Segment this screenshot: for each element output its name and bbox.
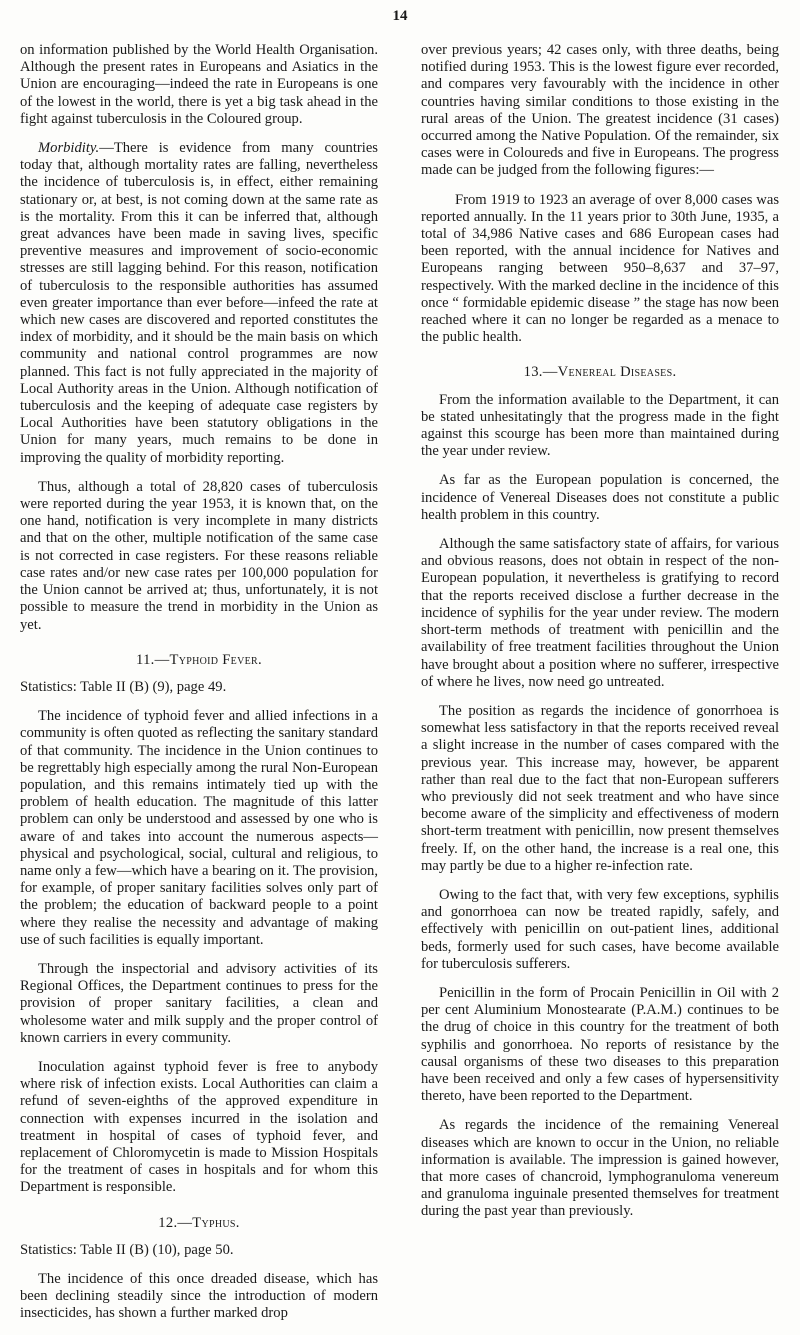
paragraph: The incidence of this once dreaded disease, which has been declining steadily since the introduction of modern insecticides, has shown a further marked drop	[20, 1271, 378, 1322]
paragraph: From the information available to the Department, it can be stated unhesitatingly that the progress made in the fight against this scourge has been more than maintained during the year under review.	[421, 391, 779, 460]
statistics-reference: Statistics: Table II (B) (9), page 49.	[20, 678, 227, 695]
section-heading-typhus: 12.—Typhus.	[158, 1214, 240, 1231]
right-column	[421, 42, 779, 1233]
section-heading-typhoid: 11.—Typhoid Fever.	[136, 651, 262, 668]
section-heading-venereal: 13.—Venereal Diseases.	[523, 364, 677, 381]
paragraph: over previous years; 42 cases only, with three deaths, being notified during 1953. This is the lowest figure ever recorded, and compares very favourably with the incidence in other countries having similar conditions to those existing in the rural areas of the Union. The greatest incidence (31 cases) occurred among the Native Population. Of the remainder, six cases were in Coloureds and five in Europeans. The progress made can be judged from the following figures:—	[421, 42, 779, 179]
paragraph: Thus, although a total of 28,820 cases of tuberculosis were reported during the year 1953, it is known that, on the one hand, notification is very incomplete in many districts and that on the other, multiple notification of the same case is not corrected in case registers. For these reasons reliable case rates and/or new case rates per 100,000 population for the Union cannot be arrived at; thus, unfortunately, it is not possible to measure the trend in morbidity in the Union as yet.	[20, 478, 378, 633]
paragraph: As regards the incidence of the remaining Venereal diseases which are known to occur in the Union, no reliable information is available. The impression is gained however, that more cases of chancroid, lymphogranuloma venereum and granuloma inguinale presented themselves for treatment during the past year than previously.	[421, 1117, 779, 1220]
paragraph: The position as regards the incidence of gonorrhoea is somewhat less satisfactory in that the reports received reveal a slight increase in the number of cases compared with the previous year. This increase may, however, be apparent rather than real due to the fact that non-European sufferers who previously did not seek treatment and who have since become aware of the simplicity and effectiveness of modern short-term treatment with penicillin, now present themselves freely. If, on the other hand, the increase is a real one, this may partly be due to a higher re-infection rate.	[421, 702, 779, 874]
paragraph: Although the same satisfactory state of affairs, for various and obvious reasons, does not obtain in respect of the non-European population, it nevertheless is gratifying to record that the reports received disclose a further decrease in the incidence of syphilis for the year under review. The modern short-term methods of treatment with penicillin and the availability of free treatment facilities throughout the Union have brought about a position where no sufferer, irrespective of where he lives, now need go untreated.	[421, 536, 779, 690]
paragraph: Inoculation against typhoid fever is free to anybody where risk of infection exists. Local Authorities can claim a refund of seven-eighths of the approved expenditure in connection with expenses incurred in the isolation and treatment in hospital of cases of typhoid fever, and replacement of Chloromycetin is made to Mission Hospitals for the treatment of cases in hospitals and for whom this Department is responsible.	[20, 1058, 378, 1196]
paragraph: From 1919 to 1923 an average of over 8,000 cases was reported annually. In the 11 years prior to 30th June, 1935, a total of 34,986 Native cases and 686 European cases had been reported, with the annual incidence for Natives and Europeans ranging between 950–8,637 and 37–97, respectively. With the marked decline in the incidence of this once “ formidable epidemic disease ” the stage has now been reached where it can no longer be regarded as a menace to the public health.	[421, 191, 779, 346]
paragraph: The incidence of typhoid fever and allied infections in a community is often quoted as reflecting the sanitary standard of that community. The incidence in the Union continues to be regrettably high especially among the rural Non-European population, and this remains intimately tied up with the problem of health education. The magnitude of this latter problem can only be understood and assessed by one who is aware of and takes into account the numerous aspects—physical and psychological, social, cultural and religious, to name only a few—which have a bearing on it. The provision, for example, of proper sanitary facilities solves only part of the problem; the education of backward people to a point where they realise the necessity and advantage of making use of such facilities is equally important.	[20, 708, 378, 948]
page-number: 14	[392, 8, 408, 24]
paragraph: on information published by the World Health Organisation. Although the present rates in Europeans and Asiatics in the Union are encouraging—indeed the rate in Europeans is one of the lowest in the world, there is yet a big task ahead in the fight against tuberculosis in the Coloured group.	[20, 42, 378, 127]
paragraph: Through the inspectorial and advisory activities of its Regional Offices, the Department continues to press for the provision of proper sanitary facilities, a clean and wholesome water and milk supply and the proper control of known carriers in every community.	[20, 960, 378, 1046]
morbidity-paragraph	[20, 140, 378, 467]
left-column	[20, 42, 378, 1335]
section-lead: Morbidity.	[38, 140, 100, 157]
paragraph: As far as the European population is concerned, the incidence of Venereal Diseases does not constitute a public health problem in this country.	[421, 472, 779, 523]
paragraph-text: —There is evidence from many countries today that, although mortality rates are falling, nevertheless the incidence of tuberculosis is, in effect, either remaining stationary or, at best, is not coming down at the same rate as is the mortality. From this it can be inferred that, although great advances have been made in saving lives, specific preventive measures and improvement of socio-economic stresses are still lagging behind. For this reason, notification of tuberculosis to the responsible authorities has assumed even greater importance than ever before—infeed the rate at which new cases are discovered and reported constitutes the index of morbidity, and it should be the main basis on which community and national control programmes are now planned. This fact is not fully appreciated in the majority of Local Authority areas in the Union. Although notification of tuberculosis and the keeping of adequate case registers by Local Authorities have been statutory obligations in the Union for many years, much remains to be done in improving the quality of morbidity reporting.	[20, 140, 378, 466]
paragraph: Owing to the fact that, with very few exceptions, syphilis and gonorrhoea can now be treated rapidly, safely, and effectively with penicillin on out-patient lines, additional beds, formerly used for such cases, have become available for tuberculosis sufferers.	[421, 886, 779, 972]
paragraph: Penicillin in the form of Procain Penicillin in Oil with 2 per cent Aluminium Monostearate (P.A.M.) continues to be the drug of choice in this country for the treatment of both syphilis and gonorrhoea. No reports of resistance by the causal organisms of these two diseases to this preparation have been received and only a few cases of hypersensitivity thereto, have been reported to the Department.	[421, 984, 779, 1105]
statistics-reference: Statistics: Table II (B) (10), page 50.	[20, 1241, 234, 1258]
